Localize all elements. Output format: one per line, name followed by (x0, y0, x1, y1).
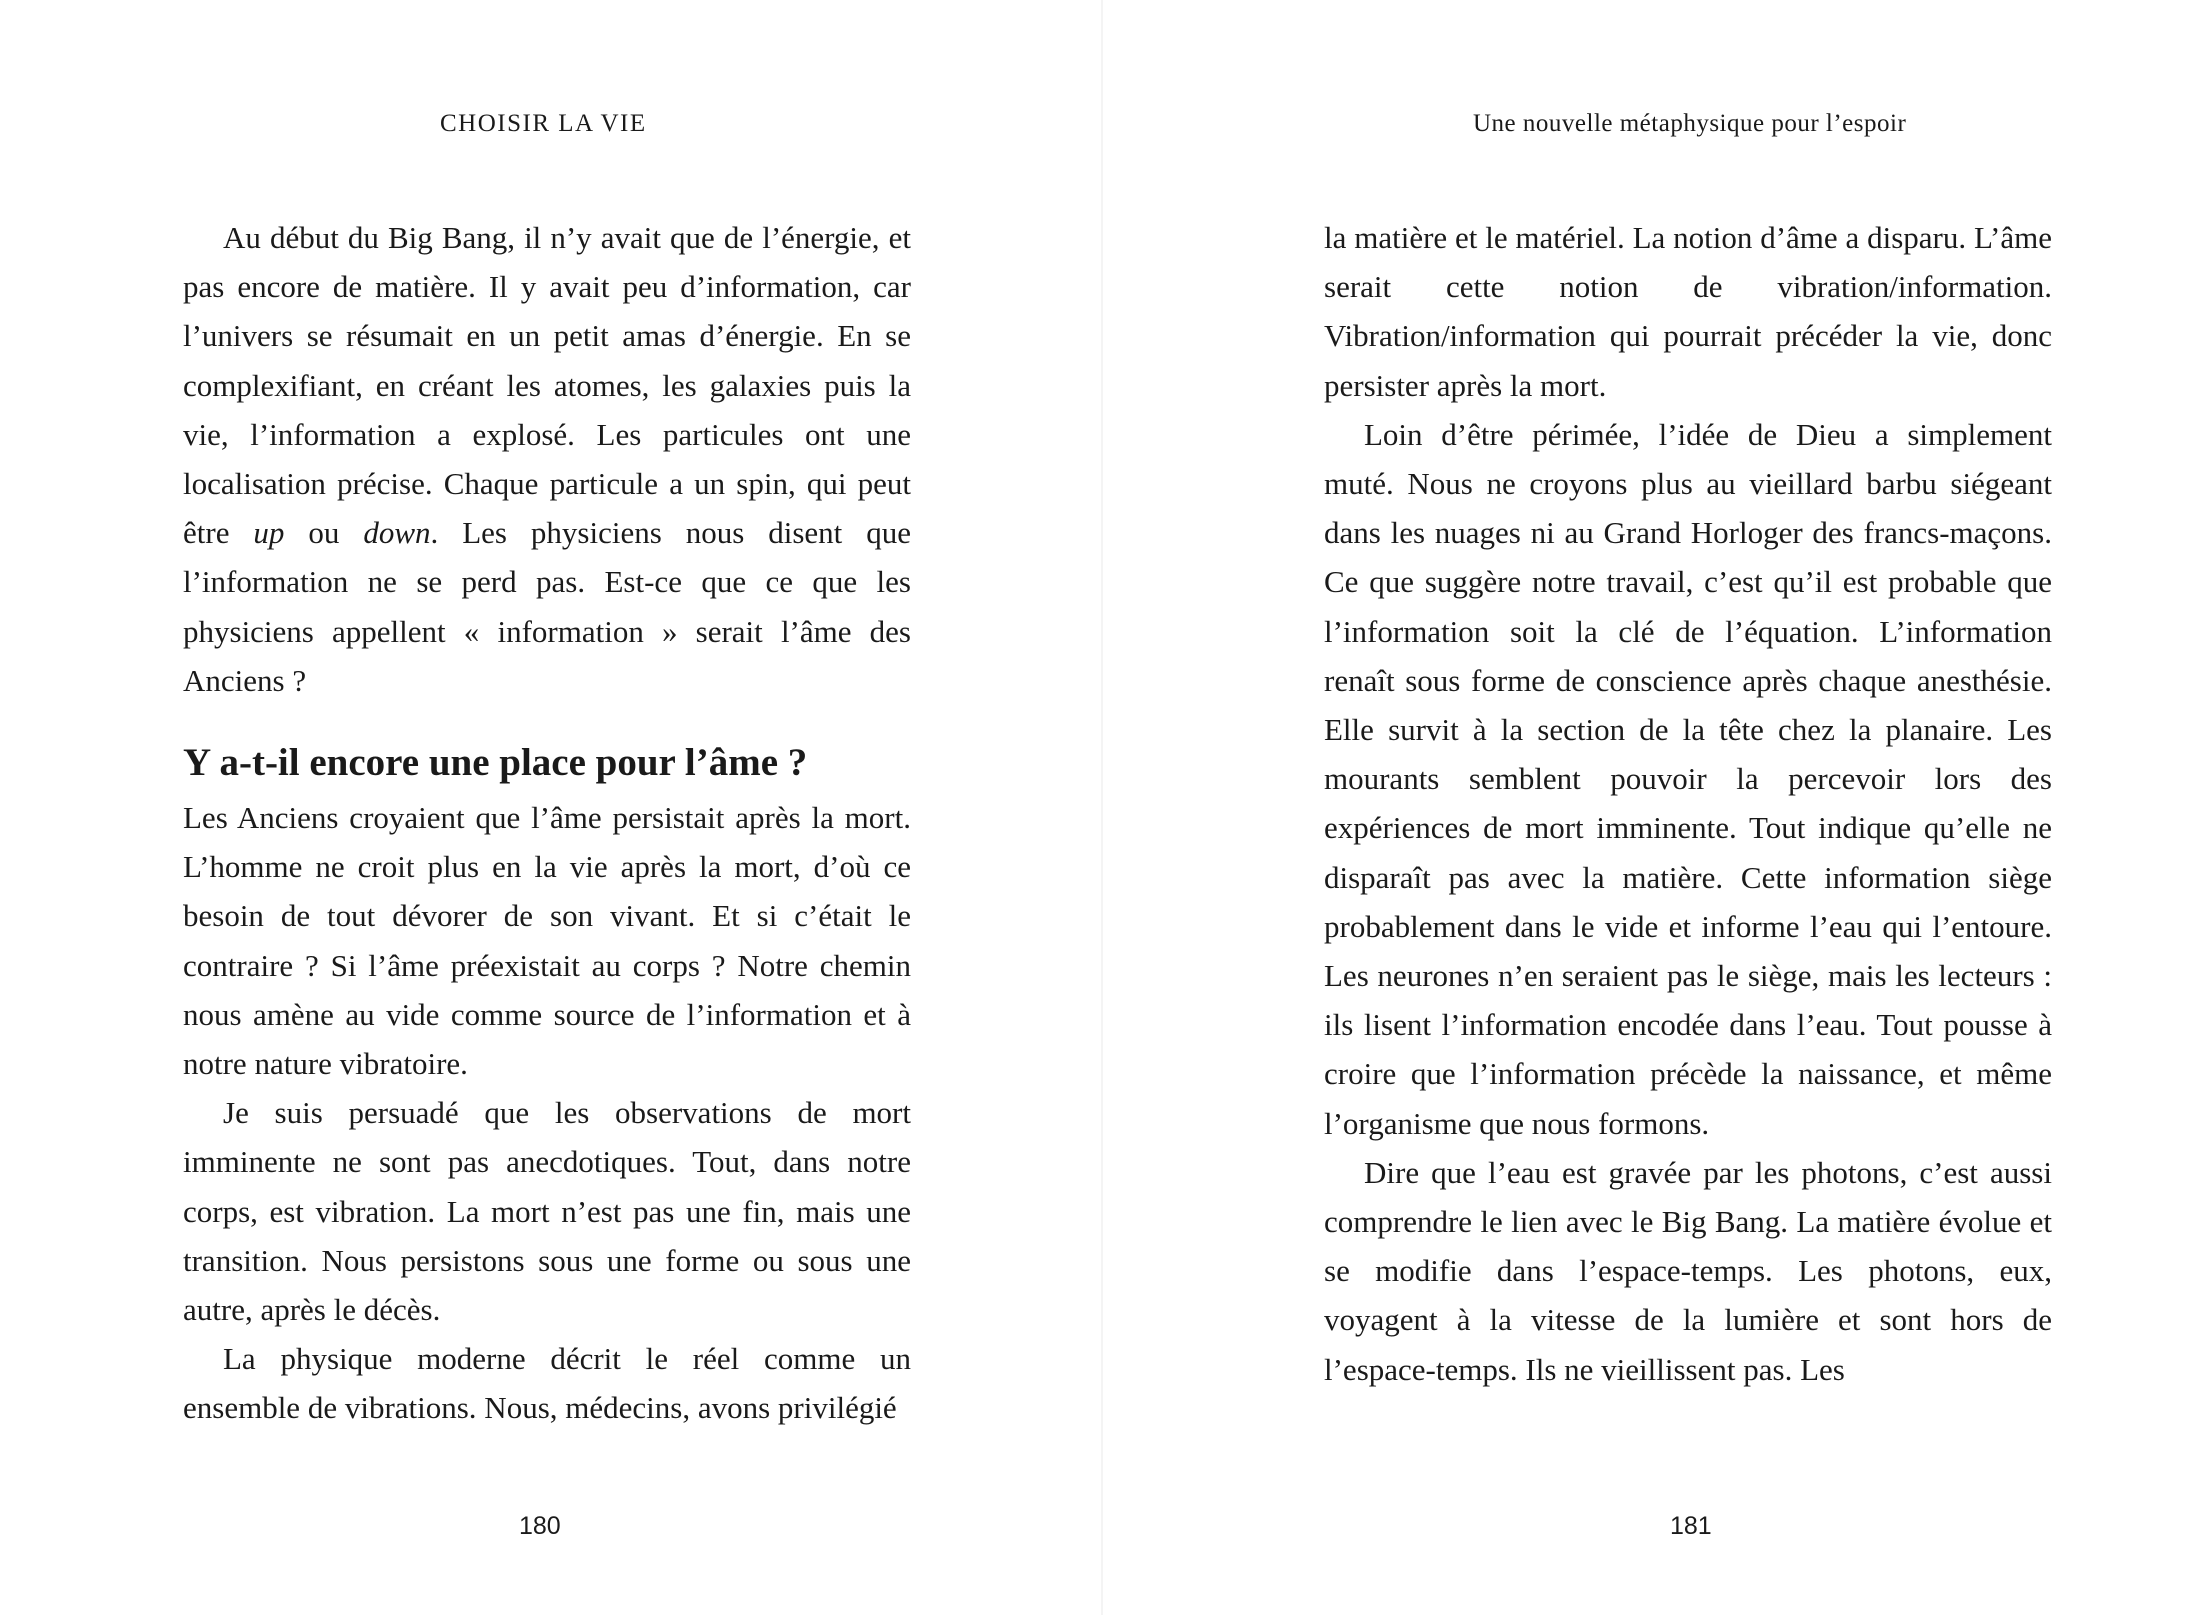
page-number: 180 (519, 1512, 561, 1540)
paragraph (183, 213, 911, 705)
paragraph: la matière et le matériel. La notion d’âme a disparu. L’âme serait cette notion de vibration/information. Vibration/information qui pourrait précéder la vie, donc persister après la mort. (1324, 220, 2052, 403)
left-page (0, 0, 1102, 1615)
body-text (1324, 213, 2052, 1394)
conjunction: ou (308, 515, 340, 551)
italic-term-down: down (363, 515, 431, 551)
paragraph-text-end: . Les physiciens nous disent que l’information ne se perd pas. Est-ce que ce que les physiciens appellent « information » serait l’âme des Anciens ? (183, 515, 912, 698)
body-text (183, 213, 911, 1433)
running-head: CHOISIR LA VIE (440, 110, 647, 137)
page-number: 181 (1670, 1512, 1712, 1540)
italic-term-up: up (253, 515, 285, 551)
paragraph: Je suis persuadé que les observations de mort imminente ne sont pas anecdotiques. Tout, dans notre corps, est vibration. La mort n’est pas une fin, mais une transition. Nous persistons sous une forme ou sous une autre, après le décès. (183, 1095, 911, 1328)
right-page (1103, 0, 2205, 1615)
section-heading: Y a-t-il encore une place pour l’âme ? (183, 741, 808, 785)
paragraph: Loin d’être périmée, l’idée de Dieu a simplement muté. Nous ne croyons plus au vieillard barbu siégeant dans les nuages ni au Grand Horloger des francs-maçons. Ce que suggère notre travail, c’est qu’il est probable que l’information soit la clé de l’équation. L’information renaît sous forme de conscience après chaque anesthésie. Elle survit à la section de la tête chez la planaire. Les mourants semblent pouvoir la percevoir lors des expériences de mort imminente. Tout indique qu’elle ne disparaît pas avec la matière. Cette information siège probablement dans le vide et informe l’eau qui l’entoure. Les neurones n’en seraient pas le siège, mais les lecteurs : ils lisent l’information encodée dans l’eau. Tout pousse à croire que l’information précède la naissance, et même l’organisme que nous formons. (1324, 416, 2052, 1141)
paragraph-text: Au début du Big Bang, il n’y avait que de l’énergie, et pas encore de matière. Il y avait peu d’information, car l’univers se résumait en un petit amas d’énergie. En se complexifiant, en créant les atomes, les galaxies puis la vie, l’information a explosé. Les particules ont une localisation précise. Chaque particule a un spin, qui peut être (183, 220, 911, 551)
running-head: Une nouvelle métaphysique pour l’espoir (1473, 110, 1907, 137)
paragraph: La physique moderne décrit le réel comme un ensemble de vibrations. Nous, médecins, avons privilégié (183, 1341, 911, 1426)
paragraph: Les Anciens croyaient que l’âme persistait après la mort. L’homme ne croit plus en la vie après la mort, d’où ce besoin de tout dévorer de son vivant. Et si c’était le contraire ? Si l’âme préexistait au corps ? Notre chemin nous amène au vide comme source de l’information et à notre nature vibratoire. (183, 800, 911, 1082)
paragraph: Dire que l’eau est gravée par les photons, c’est aussi comprendre le lien avec le Big Bang. La matière évolue et se modifie dans l’espace-temps. Les photons, eux, voyagent à la vitesse de la lumière et sont hors de l’espace-temps. Ils ne vieillissent pas. Les (1324, 1154, 2052, 1387)
